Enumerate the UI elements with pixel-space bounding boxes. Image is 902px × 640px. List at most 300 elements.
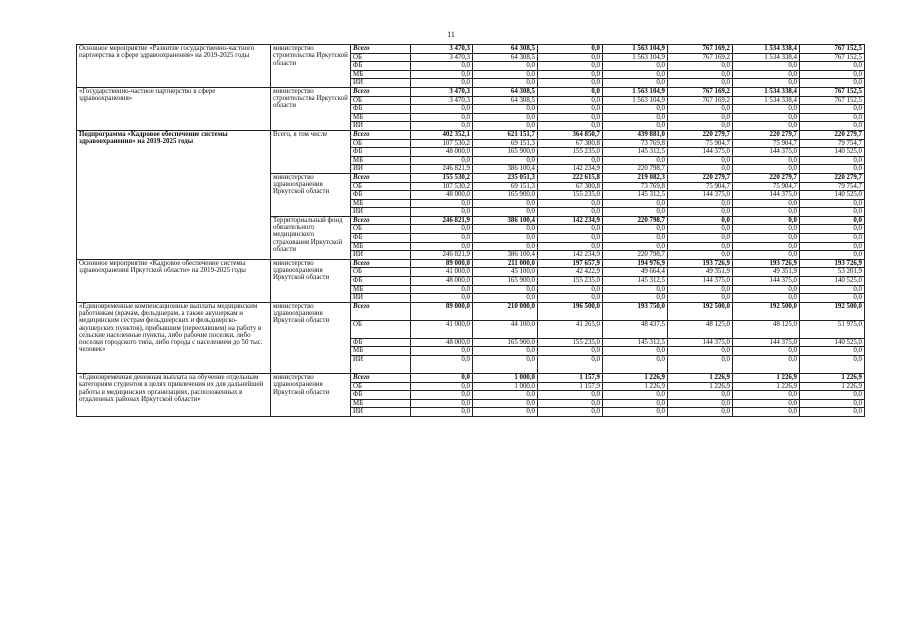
amount-cell: 48 000,0 [411, 277, 473, 286]
amount-cell: 0,0 [733, 165, 800, 174]
amount-cell: 48 000,0 [411, 191, 473, 200]
amount-cell: 0,0 [733, 216, 800, 225]
amount-cell: 0,0 [733, 70, 800, 79]
amount-cell: 1 157,9 [538, 382, 603, 391]
amount-cell: 767 152,5 [800, 45, 865, 54]
amount-cell: 0,0 [668, 113, 733, 122]
amount-cell: 41 265,0 [538, 320, 603, 338]
amount-cell: 0,0 [733, 199, 800, 208]
amount-cell: 64 308,5 [473, 45, 538, 54]
funding-source: ФБ [351, 105, 411, 114]
amount-cell: 0,0 [668, 79, 733, 88]
amount-cell: 220 279,7 [800, 173, 865, 182]
amount-cell: 386 100,4 [473, 251, 538, 260]
amount-cell: 246 821,9 [411, 216, 473, 225]
amount-cell: 41 000,0 [411, 320, 473, 338]
amount-cell: 144 375,0 [733, 277, 800, 286]
funding-source: ОБ [351, 96, 411, 105]
amount-cell: 0,0 [538, 408, 603, 417]
amount-cell: 0,0 [538, 225, 603, 234]
responsible-executor: министерство здравоохранения Иркутской области [271, 173, 351, 216]
amount-cell: 165 900,0 [473, 191, 538, 200]
amount-cell: 48 125,0 [668, 320, 733, 338]
amount-cell: 0,0 [411, 408, 473, 417]
amount-cell: 193 726,9 [733, 259, 800, 268]
amount-cell: 0,0 [668, 251, 733, 260]
amount-cell: 1 226,9 [603, 382, 668, 391]
table-row [77, 259, 865, 268]
funding-source: МБ [351, 399, 411, 408]
amount-cell: 155 235,0 [538, 148, 603, 157]
amount-cell: 0,0 [473, 62, 538, 71]
amount-cell: 0,0 [668, 225, 733, 234]
amount-cell: 0,0 [538, 96, 603, 105]
amount-cell: 220 279,7 [668, 130, 733, 139]
amount-cell: 0,0 [473, 156, 538, 165]
funding-source: ФБ [351, 391, 411, 400]
responsible-executor: министерство строительства Иркутской области [271, 45, 351, 88]
amount-cell: 144 375,0 [668, 191, 733, 200]
amount-cell: 0,0 [538, 53, 603, 62]
funding-source: ИИ [351, 165, 411, 174]
funding-source: ИИ [351, 356, 411, 374]
table-row [77, 45, 865, 54]
amount-cell: 0,0 [603, 391, 668, 400]
amount-cell: 0,0 [473, 242, 538, 251]
amount-cell: 51 975,0 [800, 320, 865, 338]
amount-cell: 41 000,0 [411, 268, 473, 277]
amount-cell: 48 437,5 [603, 320, 668, 338]
funding-source: ФБ [351, 234, 411, 243]
amount-cell: 1 563 104,9 [603, 53, 668, 62]
amount-cell: 211 000,0 [473, 259, 538, 268]
amount-cell: 0,0 [668, 356, 733, 374]
amount-cell: 67 380,8 [538, 182, 603, 191]
amount-cell: 0,0 [733, 242, 800, 251]
amount-cell: 0,0 [473, 294, 538, 303]
measure-name: Основное мероприятие «Развитие государственно-частного партнерства в сфере здравоохранения» на 2019-2025 годы [77, 45, 271, 88]
amount-cell: 0,0 [473, 70, 538, 79]
amount-cell: 196 500,0 [538, 302, 603, 320]
amount-cell: 0,0 [538, 62, 603, 71]
amount-cell: 0,0 [668, 122, 733, 131]
amount-cell: 235 051,3 [473, 173, 538, 182]
amount-cell: 1 563 104,9 [603, 87, 668, 96]
amount-cell: 107 530,2 [411, 182, 473, 191]
amount-cell: 0,0 [538, 156, 603, 165]
amount-cell: 0,0 [603, 356, 668, 374]
amount-cell: 0,0 [668, 391, 733, 400]
amount-cell: 142 234,9 [538, 216, 603, 225]
amount-cell: 0,0 [800, 408, 865, 417]
amount-cell: 0,0 [800, 156, 865, 165]
amount-cell: 0,0 [538, 70, 603, 79]
amount-cell: 155 235,0 [538, 338, 603, 347]
amount-cell: 220 279,7 [733, 130, 800, 139]
amount-cell: 0,0 [473, 347, 538, 356]
amount-cell: 0,0 [411, 208, 473, 217]
amount-cell: 219 082,3 [603, 173, 668, 182]
amount-cell: 165 900,0 [473, 277, 538, 286]
amount-cell: 0,0 [733, 105, 800, 114]
amount-cell: 0,0 [800, 199, 865, 208]
responsible-executor: министерство здравоохранения Иркутской области [271, 259, 351, 302]
amount-cell: 0,0 [538, 242, 603, 251]
amount-cell: 0,0 [538, 234, 603, 243]
amount-cell: 0,0 [473, 408, 538, 417]
amount-cell: 165 900,0 [473, 148, 538, 157]
amount-cell: 0,0 [473, 199, 538, 208]
amount-cell: 0,0 [538, 347, 603, 356]
amount-cell: 140 525,0 [800, 148, 865, 157]
amount-cell: 364 850,7 [538, 130, 603, 139]
amount-cell: 0,0 [411, 62, 473, 71]
amount-cell: 0,0 [800, 234, 865, 243]
amount-cell: 0,0 [800, 62, 865, 71]
amount-cell: 0,0 [800, 70, 865, 79]
amount-cell: 0,0 [411, 225, 473, 234]
amount-cell: 0,0 [668, 70, 733, 79]
amount-cell: 0,0 [603, 225, 668, 234]
amount-cell: 0,0 [603, 294, 668, 303]
amount-cell: 0,0 [668, 285, 733, 294]
amount-cell: 0,0 [411, 374, 473, 383]
amount-cell: 0,0 [800, 105, 865, 114]
amount-cell: 67 380,8 [538, 139, 603, 148]
amount-cell: 144 375,0 [668, 148, 733, 157]
amount-cell: 42 422,9 [538, 268, 603, 277]
amount-cell: 0,0 [411, 242, 473, 251]
amount-cell: 89 000,0 [411, 302, 473, 320]
amount-cell: 0,0 [668, 216, 733, 225]
amount-cell: 0,0 [800, 347, 865, 356]
funding-source: Всего [351, 173, 411, 182]
amount-cell: 0,0 [668, 242, 733, 251]
funding-source: ИИ [351, 294, 411, 303]
funding-source: ОБ [351, 53, 411, 62]
amount-cell: 0,0 [538, 285, 603, 294]
amount-cell: 193 750,0 [603, 302, 668, 320]
amount-cell: 145 312,5 [603, 338, 668, 347]
amount-cell: 0,0 [800, 113, 865, 122]
amount-cell: 193 726,9 [800, 259, 865, 268]
amount-cell: 0,0 [603, 408, 668, 417]
amount-cell: 0,0 [733, 79, 800, 88]
amount-cell: 0,0 [603, 62, 668, 71]
amount-cell: 0,0 [473, 79, 538, 88]
amount-cell: 0,0 [473, 399, 538, 408]
amount-cell: 48 125,0 [733, 320, 800, 338]
amount-cell: 0,0 [473, 105, 538, 114]
amount-cell: 621 151,7 [473, 130, 538, 139]
amount-cell: 48 000,0 [411, 338, 473, 347]
amount-cell: 0,0 [411, 199, 473, 208]
amount-cell: 0,0 [473, 208, 538, 217]
amount-cell: 165 900,0 [473, 338, 538, 347]
funding-source: ФБ [351, 62, 411, 71]
amount-cell: 44 100,0 [473, 320, 538, 338]
amount-cell: 767 152,5 [800, 96, 865, 105]
funding-source: Всего [351, 87, 411, 96]
amount-cell: 193 726,9 [668, 259, 733, 268]
funding-source: Всего [351, 302, 411, 320]
amount-cell: 0,0 [411, 347, 473, 356]
amount-cell: 155 235,0 [538, 191, 603, 200]
amount-cell: 1 534 338,4 [733, 53, 800, 62]
amount-cell: 144 375,0 [733, 148, 800, 157]
amount-cell: 246 821,9 [411, 251, 473, 260]
funding-source: МБ [351, 285, 411, 294]
amount-cell: 0,0 [733, 156, 800, 165]
amount-cell: 0,0 [733, 208, 800, 217]
amount-cell: 0,0 [733, 113, 800, 122]
amount-cell: 3 470,3 [411, 45, 473, 54]
responsible-executor: Всего, в том числе [271, 130, 351, 173]
amount-cell: 220 798,7 [603, 216, 668, 225]
amount-cell: 210 000,0 [473, 302, 538, 320]
amount-cell: 0,0 [733, 294, 800, 303]
amount-cell: 48 000,0 [411, 148, 473, 157]
amount-cell: 192 500,0 [800, 302, 865, 320]
amount-cell: 144 375,0 [733, 191, 800, 200]
amount-cell: 0,0 [800, 391, 865, 400]
amount-cell: 0,0 [538, 399, 603, 408]
amount-cell: 0,0 [411, 234, 473, 243]
amount-cell: 1 226,9 [800, 374, 865, 383]
amount-cell: 75 904,7 [668, 139, 733, 148]
funding-source: Всего [351, 216, 411, 225]
amount-cell: 0,0 [538, 208, 603, 217]
amount-cell: 1 226,9 [733, 382, 800, 391]
amount-cell: 0,0 [800, 294, 865, 303]
amount-cell: 0,0 [800, 399, 865, 408]
funding-source: Всего [351, 130, 411, 139]
amount-cell: 767 169,2 [668, 53, 733, 62]
amount-cell: 0,0 [538, 294, 603, 303]
funding-source: МБ [351, 156, 411, 165]
amount-cell: 0,0 [733, 251, 800, 260]
amount-cell: 144 375,0 [668, 277, 733, 286]
amount-cell: 0,0 [733, 391, 800, 400]
amount-cell: 0,0 [800, 285, 865, 294]
amount-cell: 192 500,0 [668, 302, 733, 320]
table-row [77, 374, 865, 383]
responsible-executor: министерство здравоохранения Иркутской области [271, 374, 351, 417]
amount-cell: 767 152,5 [800, 87, 865, 96]
amount-cell: 0,0 [603, 208, 668, 217]
amount-cell: 0,0 [800, 251, 865, 260]
funding-source: МБ [351, 70, 411, 79]
amount-cell: 64 308,5 [473, 96, 538, 105]
amount-cell: 155 530,2 [411, 173, 473, 182]
funding-source: ИИ [351, 251, 411, 260]
measure-name: «Единовременные компенсационные выплаты медицинским работникам (врачам, фельдшерам, а также акушеркам и медицинским сестрам фельдшерских и фельдшерско-акушерских пунктов), прибывшим (переехавшим) на работу в сельские населенные пункты, либо рабочие поселки, либо поселки городского типа, либо города с населением до 50 тыс. человек» [77, 302, 271, 373]
amount-cell: 1 534 338,4 [733, 45, 800, 54]
amount-cell: 0,0 [733, 399, 800, 408]
amount-cell: 1 226,9 [668, 382, 733, 391]
amount-cell: 145 312,5 [603, 148, 668, 157]
amount-cell: 155 235,0 [538, 277, 603, 286]
amount-cell: 140 525,0 [800, 338, 865, 347]
amount-cell: 220 279,7 [733, 173, 800, 182]
amount-cell: 0,0 [668, 165, 733, 174]
amount-cell: 197 657,9 [538, 259, 603, 268]
table-row [77, 130, 865, 139]
amount-cell: 0,0 [473, 234, 538, 243]
amount-cell: 0,0 [733, 225, 800, 234]
page-number: 11 [447, 30, 455, 39]
amount-cell: 64 308,5 [473, 53, 538, 62]
amount-cell: 49 351,9 [668, 268, 733, 277]
amount-cell: 386 100,4 [473, 216, 538, 225]
amount-cell: 0,0 [538, 79, 603, 88]
amount-cell: 0,0 [603, 113, 668, 122]
measure-name: «Единовременная денежная выплата на обучение отдельным категориям студентов в целях привлечения их для дальнейшей работы в медицинских организациях, расположенных в отдаленных районах Иркутской области» [77, 374, 271, 417]
funding-source: ФБ [351, 148, 411, 157]
amount-cell: 0,0 [733, 408, 800, 417]
amount-cell: 0,0 [473, 285, 538, 294]
amount-cell: 0,0 [411, 113, 473, 122]
amount-cell: 79 754,7 [800, 182, 865, 191]
amount-cell: 0,0 [668, 294, 733, 303]
responsible-executor: министерство здравоохранения Иркутской области [271, 302, 351, 373]
amount-cell: 0,0 [800, 216, 865, 225]
amount-cell: 0,0 [538, 113, 603, 122]
amount-cell: 0,0 [800, 225, 865, 234]
amount-cell: 0,0 [800, 242, 865, 251]
amount-cell: 767 152,5 [800, 53, 865, 62]
amount-cell: 145 312,5 [603, 277, 668, 286]
amount-cell: 1 000,0 [473, 374, 538, 383]
amount-cell: 0,0 [411, 294, 473, 303]
amount-cell: 145 312,5 [603, 191, 668, 200]
funding-source: ИИ [351, 122, 411, 131]
amount-cell: 767 169,2 [668, 87, 733, 96]
amount-cell: 439 881,0 [603, 130, 668, 139]
amount-cell: 0,0 [473, 391, 538, 400]
amount-cell: 0,0 [800, 208, 865, 217]
amount-cell: 140 525,0 [800, 277, 865, 286]
amount-cell: 89 000,0 [411, 259, 473, 268]
amount-cell: 1 534 338,4 [733, 96, 800, 105]
funding-source: Всего [351, 259, 411, 268]
amount-cell: 75 904,7 [733, 139, 800, 148]
amount-cell: 192 500,0 [733, 302, 800, 320]
amount-cell: 0,0 [668, 408, 733, 417]
amount-cell: 0,0 [800, 79, 865, 88]
amount-cell: 1 226,9 [668, 374, 733, 383]
budget-table [76, 44, 865, 417]
amount-cell: 0,0 [668, 347, 733, 356]
amount-cell: 246 821,9 [411, 165, 473, 174]
amount-cell: 0,0 [473, 225, 538, 234]
amount-cell: 0,0 [603, 285, 668, 294]
amount-cell: 1 226,9 [733, 374, 800, 383]
measure-name: Основное мероприятие «Кадровое обеспечение системы здравоохранения Иркутской области» на 2019-2025 годы [77, 259, 271, 302]
amount-cell: 0,0 [603, 347, 668, 356]
amount-cell: 0,0 [603, 199, 668, 208]
amount-cell: 1 563 104,9 [603, 45, 668, 54]
amount-cell: 0,0 [668, 62, 733, 71]
amount-cell: 1 000,0 [473, 382, 538, 391]
funding-source: ОБ [351, 139, 411, 148]
amount-cell: 1 157,9 [538, 374, 603, 383]
funding-source: МБ [351, 347, 411, 356]
amount-cell: 0,0 [411, 105, 473, 114]
amount-cell: 53 201,9 [800, 268, 865, 277]
amount-cell: 0,0 [538, 105, 603, 114]
amount-cell: 0,0 [538, 391, 603, 400]
amount-cell: 49 351,9 [733, 268, 800, 277]
amount-cell: 0,0 [411, 122, 473, 131]
amount-cell: 140 525,0 [800, 191, 865, 200]
amount-cell: 194 976,9 [603, 259, 668, 268]
amount-cell: 0,0 [733, 234, 800, 243]
amount-cell: 0,0 [733, 356, 800, 374]
funding-source: Всего [351, 45, 411, 54]
amount-cell: 0,0 [733, 122, 800, 131]
amount-cell: 767 169,2 [668, 45, 733, 54]
funding-source: ИИ [351, 208, 411, 217]
amount-cell: 69 151,3 [473, 182, 538, 191]
funding-source: ОБ [351, 268, 411, 277]
funding-source: ИИ [351, 408, 411, 417]
amount-cell: 144 375,0 [733, 338, 800, 347]
amount-cell: 0,0 [668, 399, 733, 408]
responsible-executor: Территориальный фонд обязательного медицинского страхования Иркутской области [271, 216, 351, 259]
amount-cell: 75 904,7 [733, 182, 800, 191]
amount-cell: 142 234,9 [538, 165, 603, 174]
amount-cell: 0,0 [411, 70, 473, 79]
amount-cell: 220 798,7 [603, 165, 668, 174]
amount-cell: 64 308,5 [473, 87, 538, 96]
funding-source: ОБ [351, 320, 411, 338]
amount-cell: 1 226,9 [603, 374, 668, 383]
amount-cell: 107 530,2 [411, 139, 473, 148]
measure-name: «Государственно-частное партнерство в сфере здравоохранения» [77, 87, 271, 130]
amount-cell: 0,0 [411, 156, 473, 165]
amount-cell: 142 234,9 [538, 251, 603, 260]
amount-cell: 3 470,3 [411, 53, 473, 62]
funding-source: ФБ [351, 277, 411, 286]
funding-source: ФБ [351, 191, 411, 200]
amount-cell: 0,0 [473, 356, 538, 374]
amount-cell: 69 151,3 [473, 139, 538, 148]
amount-cell: 0,0 [668, 105, 733, 114]
amount-cell: 0,0 [668, 234, 733, 243]
amount-cell: 0,0 [538, 356, 603, 374]
amount-cell: 144 375,0 [668, 338, 733, 347]
amount-cell: 73 769,8 [603, 182, 668, 191]
amount-cell: 73 769,8 [603, 139, 668, 148]
amount-cell: 0,0 [733, 285, 800, 294]
amount-cell: 0,0 [538, 45, 603, 54]
funding-source: ОБ [351, 182, 411, 191]
funding-source: ОБ [351, 225, 411, 234]
amount-cell: 0,0 [603, 399, 668, 408]
amount-cell: 0,0 [603, 242, 668, 251]
amount-cell: 75 904,7 [668, 182, 733, 191]
amount-cell: 0,0 [603, 79, 668, 88]
amount-cell: 220 279,7 [800, 130, 865, 139]
responsible-executor: министерство строительства Иркутской области [271, 87, 351, 130]
amount-cell: 0,0 [668, 156, 733, 165]
amount-cell: 0,0 [411, 79, 473, 88]
amount-cell: 402 352,1 [411, 130, 473, 139]
table-row [77, 302, 865, 320]
amount-cell: 0,0 [603, 122, 668, 131]
amount-cell: 49 664,4 [603, 268, 668, 277]
